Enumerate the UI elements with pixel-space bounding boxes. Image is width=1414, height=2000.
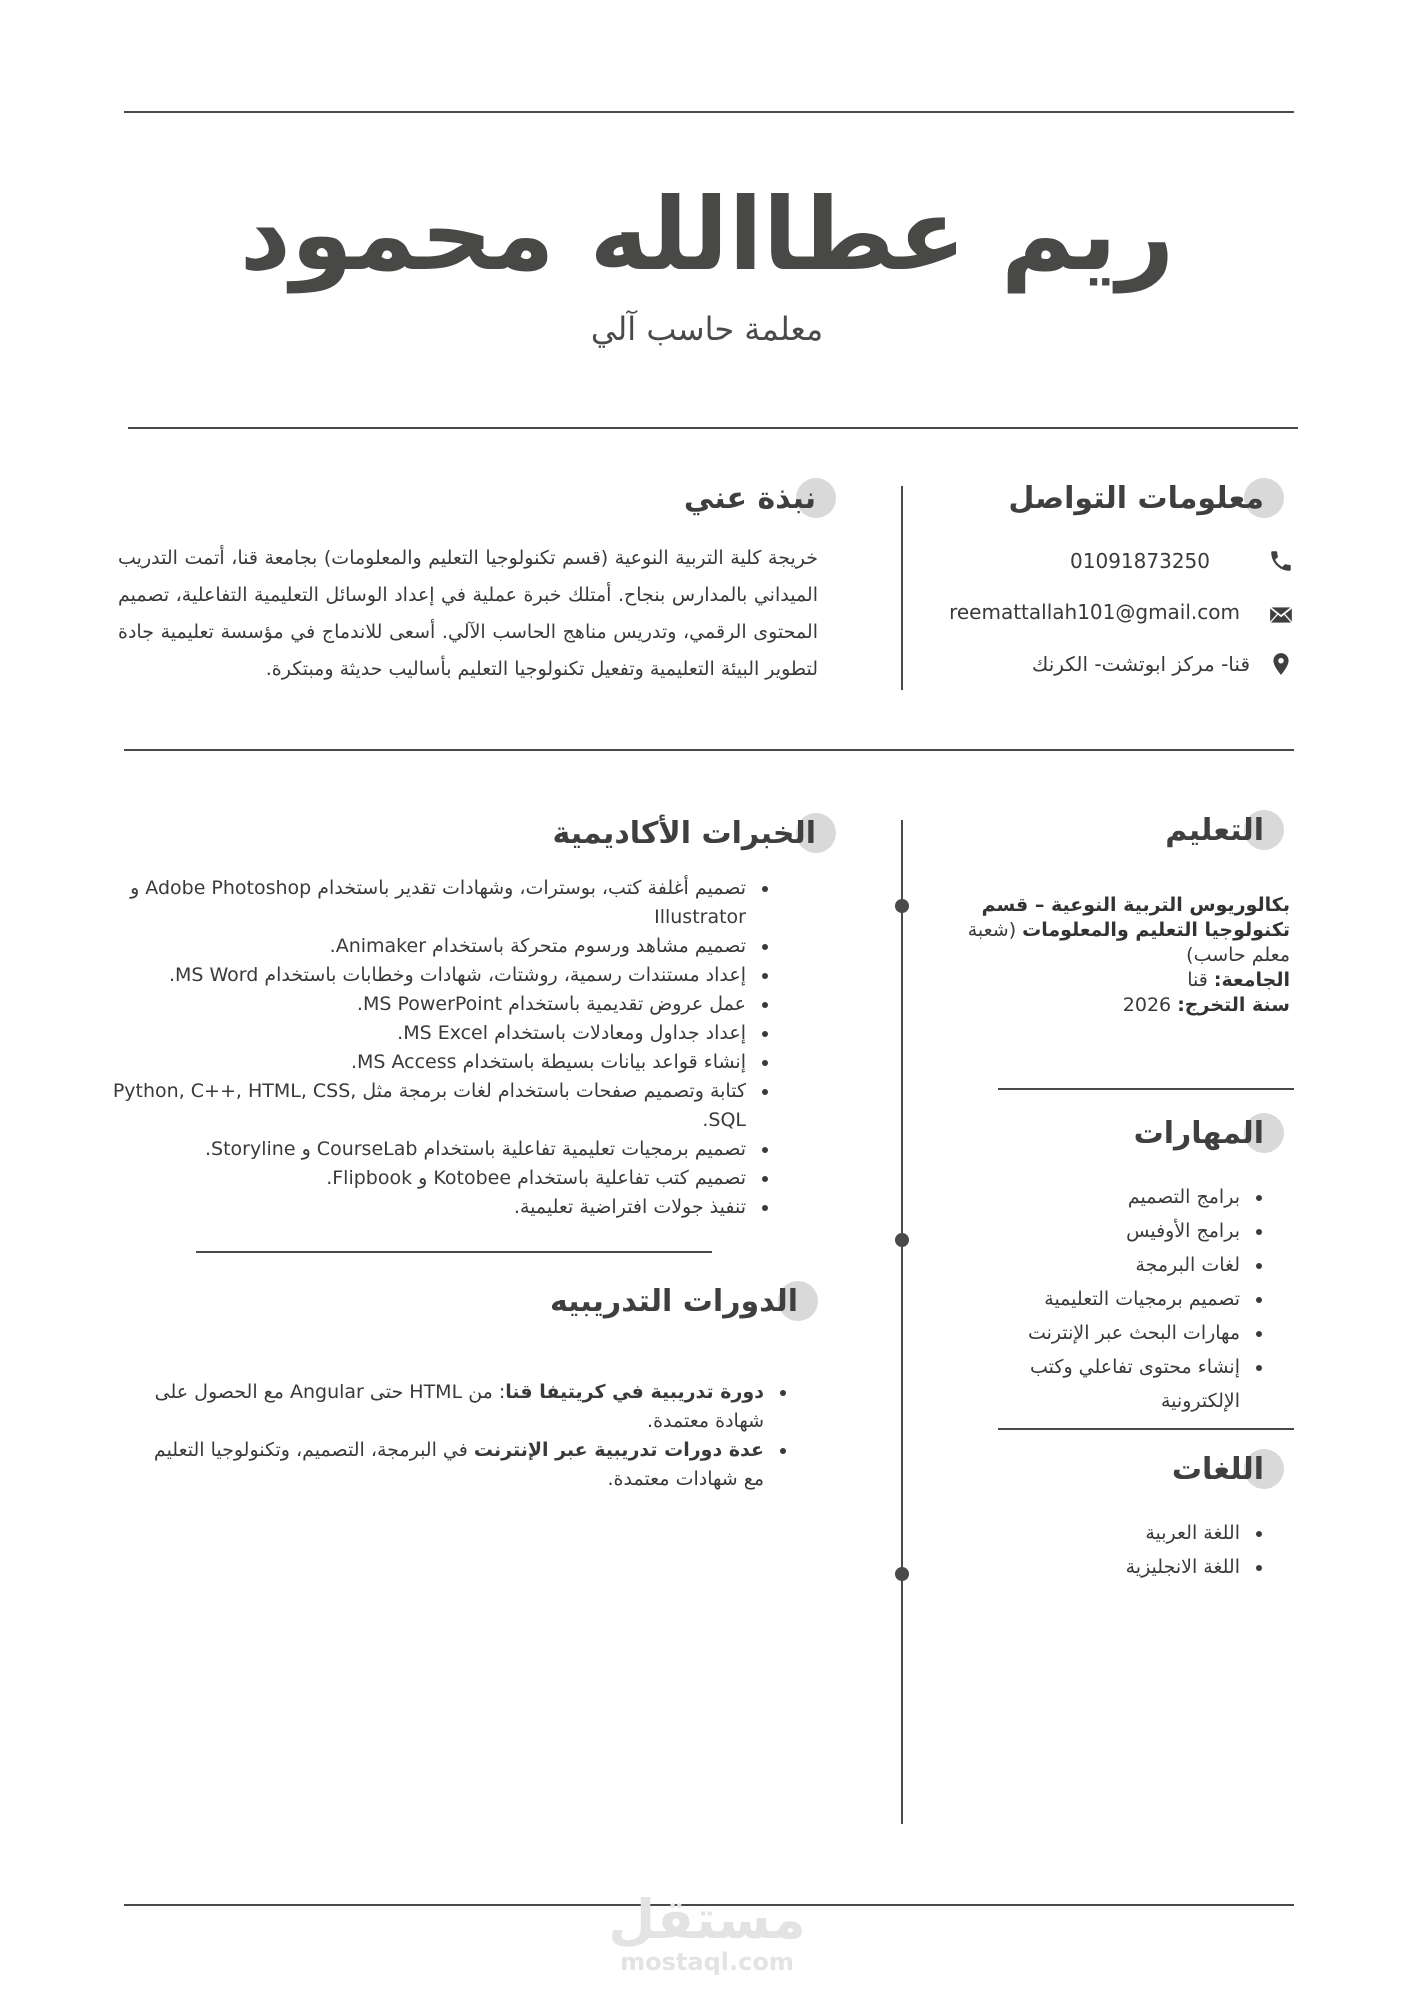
list-item: • برامج الأوفيس bbox=[1000, 1214, 1244, 1248]
timeline-dot bbox=[895, 1233, 909, 1247]
list-item: • إنشاء محتوى تفاعلي وكتب الإلكترونية bbox=[1000, 1350, 1244, 1418]
top-divider bbox=[124, 111, 1294, 113]
languages-heading bbox=[1172, 1447, 1264, 1497]
languages-heading-text: اللغات bbox=[1171, 1452, 1264, 1487]
graduation-value: 2026 bbox=[1122, 994, 1178, 1016]
job-title: معلمة حاسب آلي bbox=[590, 310, 824, 348]
list-item: • اللغة الانجليزية bbox=[1004, 1550, 1244, 1584]
timeline-line bbox=[901, 820, 903, 1824]
list-item: • مهارات البحث عبر الإنترنت bbox=[1000, 1316, 1244, 1350]
list-item bbox=[128, 1378, 768, 1436]
education-divider bbox=[998, 1088, 1294, 1090]
header-divider bbox=[128, 427, 1298, 429]
courses-heading bbox=[550, 1279, 798, 1329]
list-item: • تصميم برمجيات تعليمية تفاعلية باستخدام CourseLab و Storyline. bbox=[90, 1135, 750, 1164]
languages-list bbox=[1004, 1516, 1274, 1584]
full-name: ريم عطاالله محمود bbox=[239, 176, 1175, 293]
about-heading bbox=[684, 476, 816, 526]
list-item: • تصميم برمجيات التعليمية bbox=[1000, 1282, 1244, 1316]
university-label: الجامعة: bbox=[1213, 969, 1290, 991]
experience-divider bbox=[196, 1251, 712, 1253]
about-paragraph: خريجة كلية التربية النوعية (قسم تكنولوجيا التعليم والمعلومات) بجامعة قنا، أتمت التدريب الميداني بالمدارس بنجاح. أمتلك خبرة عملية في إعداد الوسائل التعليمية التفاعلية، تصميم المحتوى الرقمي، وتدريس مناهج الحاسب الآلي. أسعى للاندماج في مؤسسة تعليمية جادة لتطوير البيئة التعليمية وتفعيل تكنولوجيا التعليم بأساليب حديثة ومبتكرة. bbox=[118, 547, 818, 680]
about-heading-text: نبذة عني bbox=[683, 481, 816, 516]
email-row bbox=[949, 600, 1240, 624]
courses-list bbox=[128, 1378, 798, 1494]
list-item: • إنشاء قواعد بيانات بسيطة باستخدام MS Access. bbox=[90, 1048, 750, 1077]
list-item: • كتابة وتصميم صفحات باستخدام لغات برمجة مثل Python, C++, HTML, CSS, SQL. bbox=[90, 1077, 750, 1135]
address-text: قنا- مركز ابوتشت- الكرنك bbox=[1031, 652, 1250, 676]
list-item: • لغات البرمجة bbox=[1000, 1248, 1244, 1282]
phone-icon bbox=[1268, 548, 1294, 574]
experience-heading bbox=[553, 811, 817, 861]
address-row bbox=[1032, 652, 1250, 676]
list-item: • اللغة العربية bbox=[1004, 1516, 1244, 1550]
education-entry bbox=[930, 893, 1290, 1018]
contact-heading-text: معلومات التواصل bbox=[1008, 481, 1264, 516]
skills-heading-text: المهارات bbox=[1133, 1116, 1264, 1151]
education-heading bbox=[1165, 808, 1264, 858]
course-detail: في البرمجة، التصميم، وتكنولوجيا التعليم مع شهادات معتمدة. bbox=[153, 1439, 764, 1490]
skills-list bbox=[1000, 1180, 1274, 1418]
watermark-logo: مستقل bbox=[608, 1888, 806, 1951]
course-title: دورة تدريبية في كريتيفا قنا bbox=[505, 1381, 764, 1403]
list-item: • تصميم أغلفة كتب، بوسترات، وشهادات تقدير باستخدام Adobe Photoshop و Illustrator bbox=[90, 874, 750, 932]
list-item: • تصميم كتب تفاعلية باستخدام Kotobee و Flipbook. bbox=[90, 1164, 750, 1193]
envelope-icon bbox=[1268, 602, 1294, 628]
degree bbox=[930, 893, 1290, 968]
skills-heading bbox=[1134, 1111, 1264, 1161]
experience-list bbox=[90, 874, 780, 1222]
course-title: عدة دورات تدريبية عبر الإنترنت bbox=[473, 1439, 764, 1461]
list-item: • تنفيذ جولات افتراضية تعليمية. bbox=[90, 1193, 750, 1222]
degree-title: بكالوريوس التربية النوعية – قسم تكنولوجيا التعليم والمعلومات bbox=[981, 894, 1290, 941]
list-item: • إعداد مستندات رسمية، روشتات، شهادات وخطابات باستخدام MS Word. bbox=[90, 961, 750, 990]
watermark-url: mostaql.com bbox=[620, 1948, 794, 1976]
graduation-year bbox=[930, 993, 1290, 1018]
list-item: • تصميم مشاهد ورسوم متحركة باستخدام Animaker. bbox=[90, 932, 750, 961]
education-heading-text: التعليم bbox=[1165, 813, 1264, 848]
skills-divider bbox=[998, 1428, 1294, 1430]
university bbox=[930, 968, 1290, 993]
university-value: قنا bbox=[1187, 969, 1214, 991]
timeline-dot bbox=[895, 899, 909, 913]
list-item: • إعداد جداول ومعادلات باستخدام MS Excel. bbox=[90, 1019, 750, 1048]
list-item: • برامج التصميم bbox=[1000, 1180, 1244, 1214]
degree-branch: (شعبة معلم حاسب) bbox=[967, 919, 1290, 966]
graduation-label: سنة التخرج: bbox=[1177, 994, 1290, 1016]
list-item: • عمل عروض تقديمية باستخدام MS PowerPoint. bbox=[90, 990, 750, 1019]
timeline-dot bbox=[895, 1567, 909, 1581]
email-address[interactable]: reemattallah101@gmail.com bbox=[949, 600, 1240, 624]
experience-heading-text: الخبرات الأكاديمية bbox=[552, 816, 816, 851]
top-column-divider bbox=[901, 486, 903, 690]
phone-row bbox=[1070, 549, 1210, 573]
courses-heading-text: الدورات التدريبيه bbox=[549, 1284, 798, 1319]
about-divider bbox=[124, 749, 1294, 751]
location-pin-icon bbox=[1268, 651, 1294, 677]
course-detail: : من HTML حتى Angular مع الحصول على شهادة معتمدة. bbox=[154, 1381, 764, 1432]
list-item bbox=[128, 1436, 768, 1494]
contact-heading bbox=[1008, 476, 1264, 526]
phone-number[interactable]: 01091873250 bbox=[1070, 549, 1210, 573]
